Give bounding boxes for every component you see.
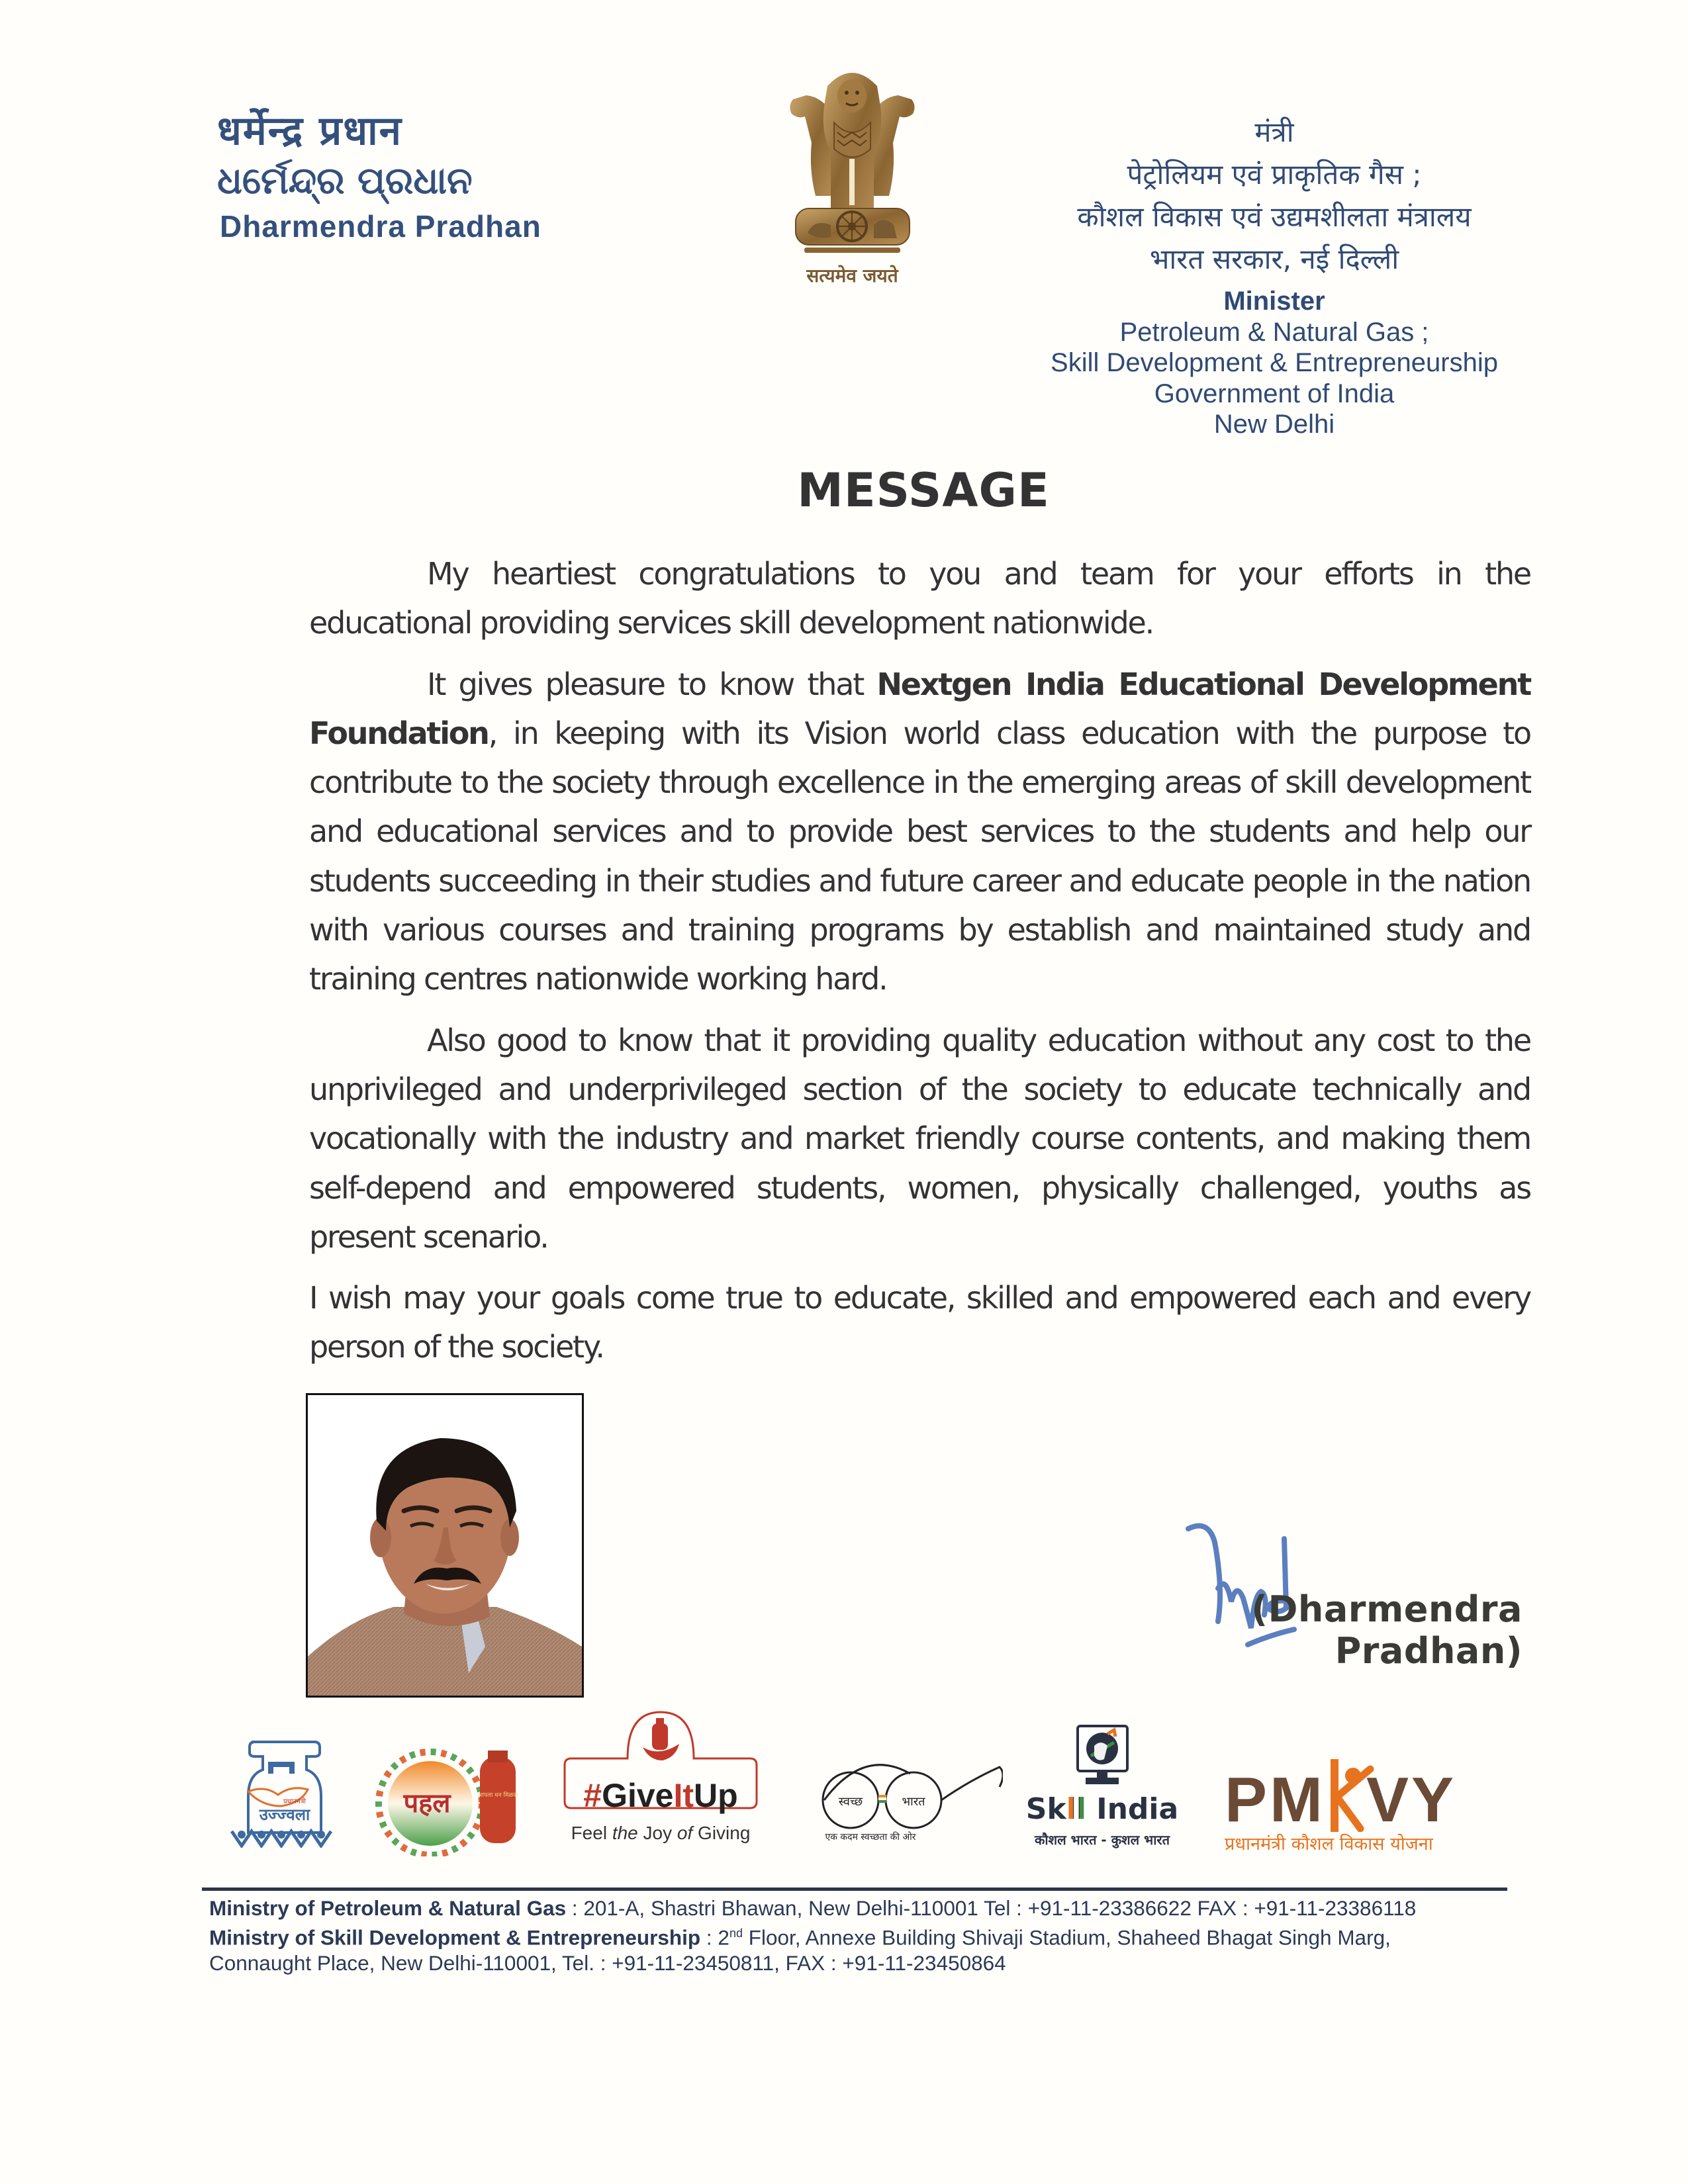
computer-hand-icon: [1023, 1719, 1182, 1792]
skill-india-logo: [1023, 1719, 1182, 1852]
title-english-line: Petroleum & Natural Gas ;: [1119, 317, 1429, 347]
pmkvy-logo: [1225, 1759, 1483, 1852]
title-english-line: Skill Development & Entrepreneurship: [1051, 348, 1498, 377]
pahal-text: पहल: [403, 1788, 451, 1819]
pahal-emblem-icon: [374, 1747, 526, 1856]
paragraph-wishes: I wish may your goals come true to educate, skilled and empowered each and every person of the society.: [309, 1280, 1530, 1365]
organization-name: Nextgen India Educational Development Foundation: [309, 666, 1530, 751]
footer-line-skill: [209, 1921, 1520, 1950]
footer-skill-sep: : 2: [700, 1925, 729, 1950]
minister-photo: [306, 1393, 584, 1698]
tagline-part: the: [612, 1823, 638, 1843]
title-hindi-line: मंत्री: [1254, 116, 1294, 148]
paragraph-foundation-lead: It gives pleasure to know that: [427, 666, 877, 702]
lion-capital-icon: [781, 60, 923, 258]
paragraph-foundation: [309, 660, 1530, 1004]
giveitup-up: Up: [694, 1777, 738, 1814]
paragraph-congratulations: My heartiest congratulations to you and team for your efforts in the educational providing services skill development nationwide.: [309, 556, 1530, 641]
letterhead-name-block: [217, 106, 680, 246]
ujjwala-logo: [228, 1735, 334, 1848]
title-hindi-line: पेट्रोलियम एवं प्राकृतिक गैस ;: [1127, 158, 1422, 191]
footer-ministry-skill: Ministry of Skill Development & Entrepreneurship: [209, 1925, 701, 1950]
giveitup-it: It: [673, 1777, 694, 1814]
pmkvy-pm: PM: [1225, 1764, 1325, 1835]
wordmark-part: India: [1086, 1792, 1179, 1826]
national-emblem: [781, 60, 923, 288]
wordmark-part: Sk: [1025, 1792, 1066, 1826]
tagline-part: Giving: [692, 1823, 751, 1843]
portrait-image: [308, 1395, 582, 1696]
pmkvy-person-icon: [1324, 1752, 1377, 1832]
footer-divider: [202, 1888, 1507, 1891]
ujjwala-text: उज्ज्वला: [259, 1805, 310, 1824]
minister-title-block: [1033, 111, 1516, 440]
pahal-logo: [374, 1747, 526, 1856]
wordmark-tricolor-part: ll: [1066, 1792, 1086, 1826]
giveitup-give: Give: [602, 1777, 674, 1814]
title-hindi-line: कौशल विकास एवं उद्यमशीलता मंत्रालय: [1077, 201, 1472, 233]
giveitup-tagline: [558, 1823, 763, 1844]
title-english-minister: Minister: [1223, 287, 1325, 316]
footer-skill-address: Floor, Annexe Building Shivaji Stadium, Shaheed Bhagat Singh Marg,: [742, 1925, 1391, 1950]
message-heading: MESSAGE: [797, 463, 1050, 518]
bharat-text: भारत: [902, 1795, 925, 1809]
footer-petroleum-address: : 201-A, Shastri Bhawan, New Delhi-110001 Tel : +91-11-23386622 FAX : +91-11-23386118: [566, 1896, 1417, 1920]
giveitup-wordmark: [558, 1776, 763, 1815]
tagline-part: Feel: [571, 1823, 612, 1843]
skill-india-wordmark: [1023, 1792, 1182, 1826]
emblem-motto: सत्यमेव जयते: [806, 265, 898, 287]
title-english-line: New Delhi: [1213, 410, 1335, 439]
title-english-line: Government of India: [1154, 379, 1395, 408]
giveitup-logo: [558, 1709, 763, 1849]
giveitup-hash: #: [583, 1777, 602, 1814]
footer-line-petroleum: [209, 1895, 1520, 1921]
footer-addresses: [209, 1895, 1520, 1976]
paragraph-foundation-rest: , in keeping with its Vision world class education with the purpose to contribute to the society through excellence in the emerging areas of skill development and educational services and to provide best services to the students and help our students succeeding in their studies and future career and educate people in the nation with various courses and training programs by establish and maintained study and training centres nationwide working hard.: [309, 715, 1530, 997]
name-english: Dharmendra Pradhan: [220, 209, 541, 244]
name-hindi: धर्मेन्द्र प्रधान: [217, 108, 402, 154]
footer-skill-sup: nd: [729, 1927, 743, 1940]
pmkvy-vy: VY: [1366, 1764, 1457, 1835]
message-body: [309, 549, 1530, 1384]
skill-india-tagline: कौशल भारत - कुशल भारत: [1034, 1832, 1170, 1848]
tagline-part: Joy: [637, 1823, 677, 1843]
title-hindi-line: भारत सरकार, नई दिल्ली: [1149, 243, 1399, 275]
gandhi-spectacles-icon: [811, 1760, 1003, 1846]
footer-line-contact: Connaught Place, New Delhi-110001, Tel. : +91-11-23450811, FAX : +91-11-23450864: [209, 1950, 1006, 1975]
ujjwala-sub: प्रधानमंत्री: [283, 1798, 306, 1805]
swachh-text: स्वच्छ: [838, 1795, 863, 1809]
pmkvy-tagline: प्रधानमंत्री कौशल विकास योजना: [1225, 1834, 1433, 1854]
pahal-cylinder-text: आपला धन मिळवा: [477, 1792, 518, 1799]
footer-ministry-petroleum: Ministry of Petroleum & Natural Gas: [209, 1896, 567, 1920]
tagline-part: of: [677, 1823, 693, 1843]
paragraph-quality-education: Also good to know that it providing quality education without any cost to the unprivileged and underprivileged section of the society to educate technically and vocationally with the industry and market friendly course contents, and making them self-depend and empowered students, women, physically challenged, youths as present scenario.: [309, 1022, 1530, 1255]
signatory-name: (Dharmendra Pradhan): [1251, 1588, 1523, 1672]
name-odia: ଧର୍ମେନ୍ଦ୍ର ପ୍ରଧାନ: [217, 159, 473, 203]
swachh-tagline: एक कदम स्वच्छता की ओर: [825, 1832, 916, 1843]
gas-cylinder-icon: [228, 1735, 334, 1848]
swachh-bharat-logo: [811, 1760, 1003, 1846]
